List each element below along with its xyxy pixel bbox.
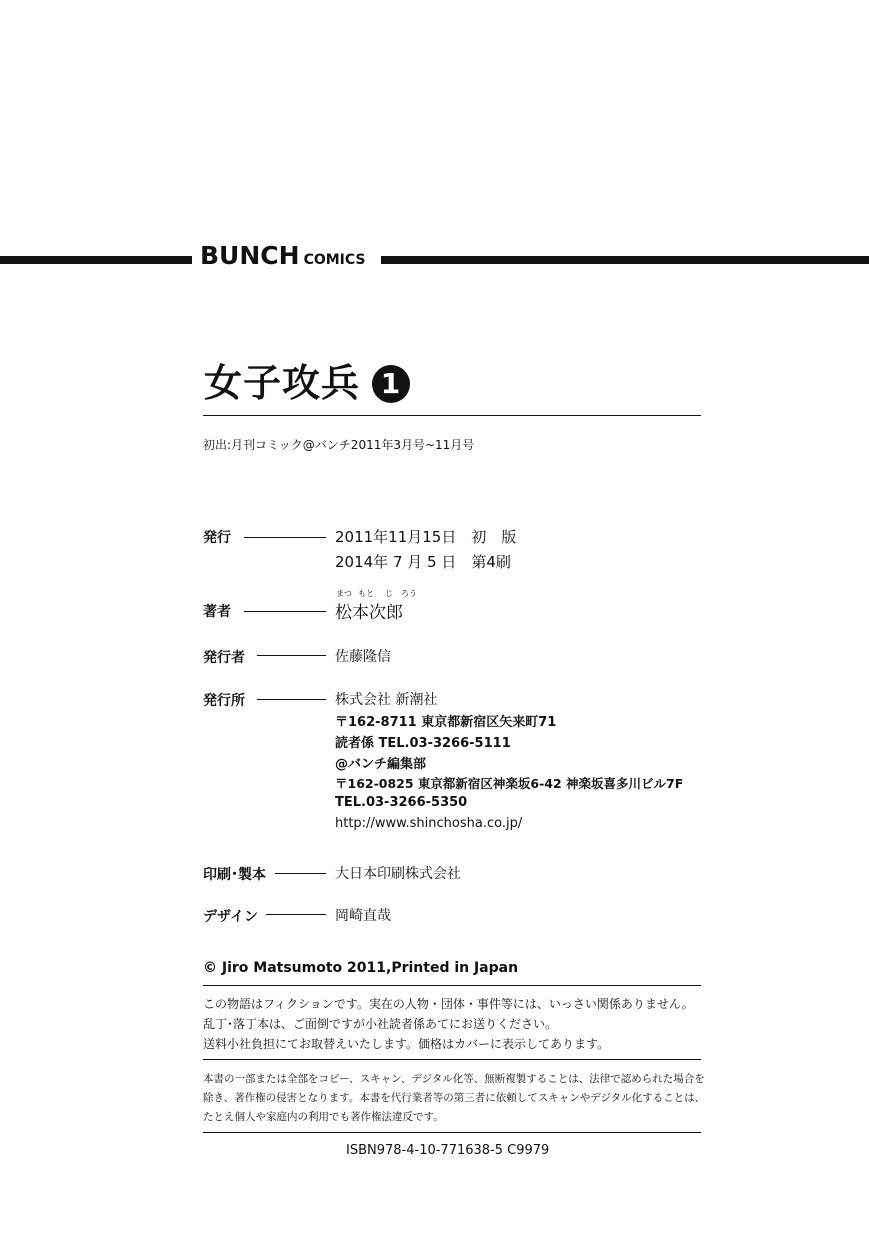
copy-notice-line-2: 除き、著作権の侵害となります。本書を代行業者等の第三者に依頼してスキャンやデジタル化することは、 <box>203 1092 706 1104</box>
publisher-line-3: 読者係 TEL.03-3266-5111 <box>335 736 511 751</box>
publisher-line-2: 〒162-8711 東京都新宿区矢来町71 <box>335 715 557 730</box>
author-ruby-2: もと <box>358 589 374 598</box>
copy-notice-line-3: たとえ個人や家庭内の利用でも著作権法違反です。 <box>203 1111 444 1123</box>
notice-line-3: 送料小社負担にてお取替えいたします。価格はカバーに表示してあります。 <box>203 1037 610 1051</box>
author-leader <box>244 611 326 612</box>
notice-line-2: 乱丁･落丁本は、ご面倒ですが小社読者係あてにお送りください。 <box>203 1017 558 1031</box>
design-leader <box>266 914 326 915</box>
publisher-line-6: TEL.03-3266-5350 <box>335 795 468 810</box>
author-ruby-3: じ <box>385 589 393 598</box>
publisher-line-1: 株式会社 新潮社 <box>335 692 438 708</box>
isbn-code: ISBN978-4-10-771638-5 C9979 <box>346 1143 550 1158</box>
publish-leader <box>244 537 326 538</box>
publisher-person-leader <box>257 655 326 656</box>
publisher-line-5: 〒162-0825 東京都新宿区神楽坂6-42 神楽坂喜多川ビル7F <box>335 776 684 791</box>
brand-logo <box>200 241 366 273</box>
title-rule <box>203 415 701 416</box>
author-name: 松本次郎 <box>335 603 403 623</box>
brand-bar-right <box>381 256 869 264</box>
copyright-rule <box>203 985 701 986</box>
publisher-leader <box>257 699 326 700</box>
printing-label: 印刷･製本 <box>203 867 266 883</box>
volume-badge: 1 <box>372 365 410 403</box>
publisher-url: http://www.shinchosha.co.jp/ <box>335 816 523 831</box>
publish-date-first: 2011年11月15日 初 版 <box>335 528 517 546</box>
book-title-text: 女子攻兵 <box>204 361 361 405</box>
brand-main: BUNCH <box>200 241 300 270</box>
design-label: デザイン <box>203 909 259 925</box>
brand-sub: COMICS <box>303 252 366 268</box>
publisher-person-name: 佐藤隆信 <box>335 649 391 665</box>
copy-notice-rule <box>203 1132 701 1133</box>
serialization-note: 初出:月刊コミック@バンチ2011年3月号~11月号 <box>203 438 475 452</box>
publisher-line-4: @バンチ編集部 <box>335 757 427 772</box>
designer-name: 岡崎直哉 <box>335 908 391 924</box>
publisher-person-label: 発行者 <box>203 650 245 666</box>
publisher-label: 発行所 <box>203 693 245 709</box>
printing-company: 大日本印刷株式会社 <box>335 866 461 882</box>
notice-line-1: この物語はフィクションです。実在の人物・団体・事件等には、いっさい関係ありません。 <box>203 997 694 1011</box>
author-ruby-1: まつ <box>336 589 352 598</box>
author-label: 著者 <box>203 604 231 620</box>
publish-label: 発行 <box>203 530 231 546</box>
brand-bar-left <box>0 256 192 264</box>
author-ruby-4: ろう <box>401 589 417 598</box>
copy-notice-line-1: 本書の一部または全部をコピー、スキャン、デジタル化等、無断複製することは、法律で認められた場合を <box>203 1073 705 1085</box>
printing-leader <box>275 873 326 874</box>
publish-date-reprint: 2014年 7 月 5 日 第4刷 <box>335 553 511 571</box>
notices-rule <box>203 1059 701 1060</box>
copyright-line: © Jiro Matsumoto 2011,Printed in Japan <box>203 960 519 976</box>
book-title <box>204 352 410 407</box>
